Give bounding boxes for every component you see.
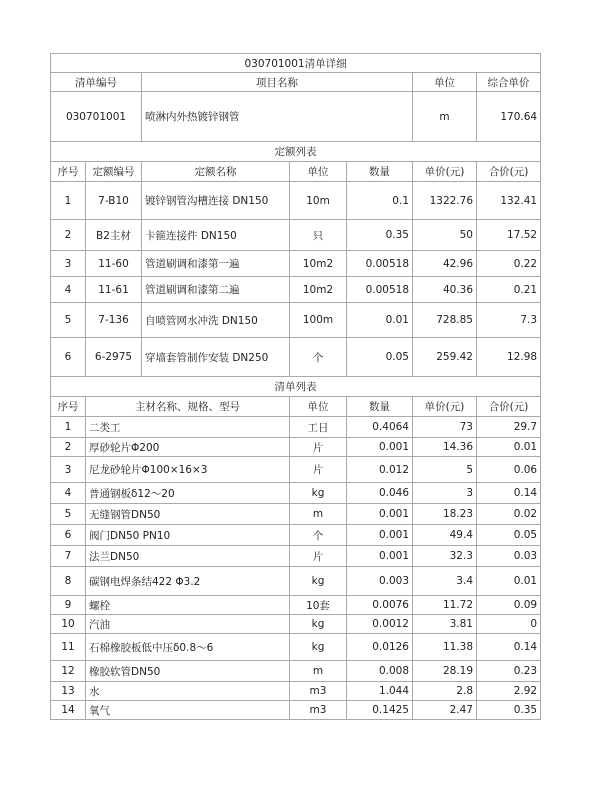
material-name: 螺栓 xyxy=(86,596,290,615)
material-price: 5 xyxy=(413,457,477,483)
quota-row xyxy=(51,220,541,251)
material-name: 橡胶软管DN50 xyxy=(86,661,290,682)
quota-seq-header: 序号 xyxy=(51,162,86,182)
sheet-title: 030701001清单详细 xyxy=(51,54,541,73)
material-name: 汽油 xyxy=(86,615,290,634)
material-total: 29.7 xyxy=(477,417,541,438)
material-total: 0.05 xyxy=(477,525,541,546)
item-price: 170.64 xyxy=(477,92,541,142)
material-name: 法兰DN50 xyxy=(86,546,290,567)
quota-unit: 10m xyxy=(290,182,347,220)
material-unit: m3 xyxy=(290,701,347,720)
material-qty: 1.044 xyxy=(347,682,413,701)
material-qty: 0.001 xyxy=(347,504,413,525)
material-price: 3.81 xyxy=(413,615,477,634)
quota-seq: 6 xyxy=(51,338,86,377)
material-total: 0.14 xyxy=(477,634,541,661)
quota-unit: 10m2 xyxy=(290,277,347,303)
material-seq: 5 xyxy=(51,504,86,525)
material-row xyxy=(51,417,541,438)
material-row xyxy=(51,661,541,682)
quota-total: 17.52 xyxy=(477,220,541,251)
material-total: 0.09 xyxy=(477,596,541,615)
quota-unit: 10m2 xyxy=(290,251,347,277)
material-seq: 8 xyxy=(51,567,86,596)
material-qty: 0.003 xyxy=(347,567,413,596)
material-total: 0.01 xyxy=(477,438,541,457)
quota-code: 11-60 xyxy=(86,251,142,277)
material-price: 3.4 xyxy=(413,567,477,596)
detail-sheet xyxy=(50,53,541,720)
material-unit: m xyxy=(290,504,347,525)
material-name: 水 xyxy=(86,682,290,701)
material-name: 石棉橡胶板低中压δ0.8～6 xyxy=(86,634,290,661)
material-unit: m3 xyxy=(290,682,347,701)
quota-price: 50 xyxy=(413,220,477,251)
material-qty: 0.0012 xyxy=(347,615,413,634)
sheet-title-row xyxy=(51,54,541,73)
quota-seq: 3 xyxy=(51,251,86,277)
material-section-title: 清单列表 xyxy=(51,377,541,397)
quota-name: 管道刷调和漆第一遍 xyxy=(142,251,290,277)
item-header-row xyxy=(51,73,541,92)
material-total: 0.14 xyxy=(477,483,541,504)
quota-total: 132.41 xyxy=(477,182,541,220)
item-row xyxy=(51,92,541,142)
quota-header-row xyxy=(51,162,541,182)
quota-qty: 0.00518 xyxy=(347,277,413,303)
material-seq: 7 xyxy=(51,546,86,567)
material-total-header: 合价(元) xyxy=(477,397,541,417)
material-seq: 3 xyxy=(51,457,86,483)
material-seq: 6 xyxy=(51,525,86,546)
material-name: 普通钢板δ12～20 xyxy=(86,483,290,504)
material-unit: 10套 xyxy=(290,596,347,615)
quota-row xyxy=(51,303,541,338)
material-unit: 片 xyxy=(290,546,347,567)
material-row xyxy=(51,682,541,701)
material-seq: 14 xyxy=(51,701,86,720)
quota-name: 卡箍连接件 DN150 xyxy=(142,220,290,251)
material-unit: kg xyxy=(290,567,347,596)
quota-total: 7.3 xyxy=(477,303,541,338)
material-unit: kg xyxy=(290,483,347,504)
material-row xyxy=(51,457,541,483)
quota-name: 自喷管网水冲洗 DN150 xyxy=(142,303,290,338)
material-seq: 10 xyxy=(51,615,86,634)
material-qty: 0.046 xyxy=(347,483,413,504)
material-section-row xyxy=(51,377,541,397)
quota-seq: 2 xyxy=(51,220,86,251)
quota-price: 728.85 xyxy=(413,303,477,338)
item-unit-header: 单位 xyxy=(413,73,477,92)
quota-section-title: 定额列表 xyxy=(51,142,541,162)
material-unit: 片 xyxy=(290,457,347,483)
quota-section-row xyxy=(51,142,541,162)
material-total: 0.01 xyxy=(477,567,541,596)
quota-code: 7-136 xyxy=(86,303,142,338)
material-price: 73 xyxy=(413,417,477,438)
quota-qty: 0.05 xyxy=(347,338,413,377)
material-qty: 0.0076 xyxy=(347,596,413,615)
material-price: 2.47 xyxy=(413,701,477,720)
quota-name: 管道刷调和漆第二遍 xyxy=(142,277,290,303)
material-unit: kg xyxy=(290,615,347,634)
material-unit: 工日 xyxy=(290,417,347,438)
material-name: 尼龙砂轮片Φ100×16×3 xyxy=(86,457,290,483)
quota-total-header: 合价(元) xyxy=(477,162,541,182)
material-total: 0.02 xyxy=(477,504,541,525)
material-total: 0.23 xyxy=(477,661,541,682)
material-qty: 0.001 xyxy=(347,438,413,457)
material-name: 厚砂轮片Φ200 xyxy=(86,438,290,457)
quota-qty: 0.01 xyxy=(347,303,413,338)
material-row xyxy=(51,701,541,720)
material-price-header: 单价(元) xyxy=(413,397,477,417)
quota-seq: 5 xyxy=(51,303,86,338)
material-price: 2.8 xyxy=(413,682,477,701)
quota-qty-header: 数量 xyxy=(347,162,413,182)
material-name: 氧气 xyxy=(86,701,290,720)
material-unit: 片 xyxy=(290,438,347,457)
material-qty: 0.4064 xyxy=(347,417,413,438)
material-seq: 1 xyxy=(51,417,86,438)
quota-unit: 只 xyxy=(290,220,347,251)
material-qty: 0.001 xyxy=(347,546,413,567)
item-code: 030701001 xyxy=(51,92,142,142)
material-price: 11.38 xyxy=(413,634,477,661)
quota-code: 7-B10 xyxy=(86,182,142,220)
material-qty: 0.0126 xyxy=(347,634,413,661)
material-total: 0.06 xyxy=(477,457,541,483)
material-qty: 0.012 xyxy=(347,457,413,483)
quota-name: 镀锌钢管沟槽连接 DN150 xyxy=(142,182,290,220)
quota-row xyxy=(51,182,541,220)
material-header-row xyxy=(51,397,541,417)
quota-price: 1322.76 xyxy=(413,182,477,220)
material-total: 0 xyxy=(477,615,541,634)
material-price: 28.19 xyxy=(413,661,477,682)
material-name: 二类工 xyxy=(86,417,290,438)
quota-code-header: 定额编号 xyxy=(86,162,142,182)
quota-qty: 0.1 xyxy=(347,182,413,220)
material-total: 0.03 xyxy=(477,546,541,567)
quota-row xyxy=(51,277,541,303)
quota-code: 6-2975 xyxy=(86,338,142,377)
material-seq: 13 xyxy=(51,682,86,701)
material-unit: m xyxy=(290,661,347,682)
quota-price: 40.36 xyxy=(413,277,477,303)
material-seq: 11 xyxy=(51,634,86,661)
material-name-header: 主材名称、规格、型号 xyxy=(86,397,290,417)
material-qty: 0.008 xyxy=(347,661,413,682)
material-row xyxy=(51,567,541,596)
quota-unit: 个 xyxy=(290,338,347,377)
material-seq: 2 xyxy=(51,438,86,457)
quota-row xyxy=(51,251,541,277)
material-name: 无缝钢管DN50 xyxy=(86,504,290,525)
quota-total: 0.21 xyxy=(477,277,541,303)
item-code-header: 清单编号 xyxy=(51,73,142,92)
material-total: 0.35 xyxy=(477,701,541,720)
quota-qty: 0.35 xyxy=(347,220,413,251)
material-price: 11.72 xyxy=(413,596,477,615)
material-total: 2.92 xyxy=(477,682,541,701)
quota-name: 穿墙套管制作安装 DN250 xyxy=(142,338,290,377)
material-seq: 9 xyxy=(51,596,86,615)
material-price: 3 xyxy=(413,483,477,504)
quota-price: 42.96 xyxy=(413,251,477,277)
material-row xyxy=(51,504,541,525)
quota-code: 11-61 xyxy=(86,277,142,303)
item-name-header: 项目名称 xyxy=(142,73,413,92)
material-unit: 个 xyxy=(290,525,347,546)
material-price: 49.4 xyxy=(413,525,477,546)
material-unit: kg xyxy=(290,634,347,661)
quota-unit: 100m xyxy=(290,303,347,338)
material-row xyxy=(51,438,541,457)
material-row xyxy=(51,483,541,504)
material-price: 32.3 xyxy=(413,546,477,567)
quota-name-header: 定额名称 xyxy=(142,162,290,182)
quota-qty: 0.00518 xyxy=(347,251,413,277)
material-qty: 0.1425 xyxy=(347,701,413,720)
quota-unit-header: 单位 xyxy=(290,162,347,182)
material-seq: 12 xyxy=(51,661,86,682)
material-row xyxy=(51,634,541,661)
quota-code: B2主材 xyxy=(86,220,142,251)
material-row xyxy=(51,546,541,567)
item-unit: m xyxy=(413,92,477,142)
quota-price: 259.42 xyxy=(413,338,477,377)
item-name: 喷淋内外热镀锌钢管 xyxy=(142,92,413,142)
material-name: 碳钢电焊条结422 Φ3.2 xyxy=(86,567,290,596)
item-price-header: 综合单价 xyxy=(477,73,541,92)
material-qty: 0.001 xyxy=(347,525,413,546)
quota-total: 0.22 xyxy=(477,251,541,277)
quota-row xyxy=(51,338,541,377)
quota-seq: 1 xyxy=(51,182,86,220)
material-row xyxy=(51,525,541,546)
quota-price-header: 单价(元) xyxy=(413,162,477,182)
material-price: 14.36 xyxy=(413,438,477,457)
material-unit-header: 单位 xyxy=(290,397,347,417)
material-name: 阀门DN50 PN10 xyxy=(86,525,290,546)
material-seq-header: 序号 xyxy=(51,397,86,417)
material-seq: 4 xyxy=(51,483,86,504)
material-price: 18.23 xyxy=(413,504,477,525)
quota-seq: 4 xyxy=(51,277,86,303)
quota-total: 12.98 xyxy=(477,338,541,377)
material-row xyxy=(51,615,541,634)
material-qty-header: 数量 xyxy=(347,397,413,417)
material-row xyxy=(51,596,541,615)
